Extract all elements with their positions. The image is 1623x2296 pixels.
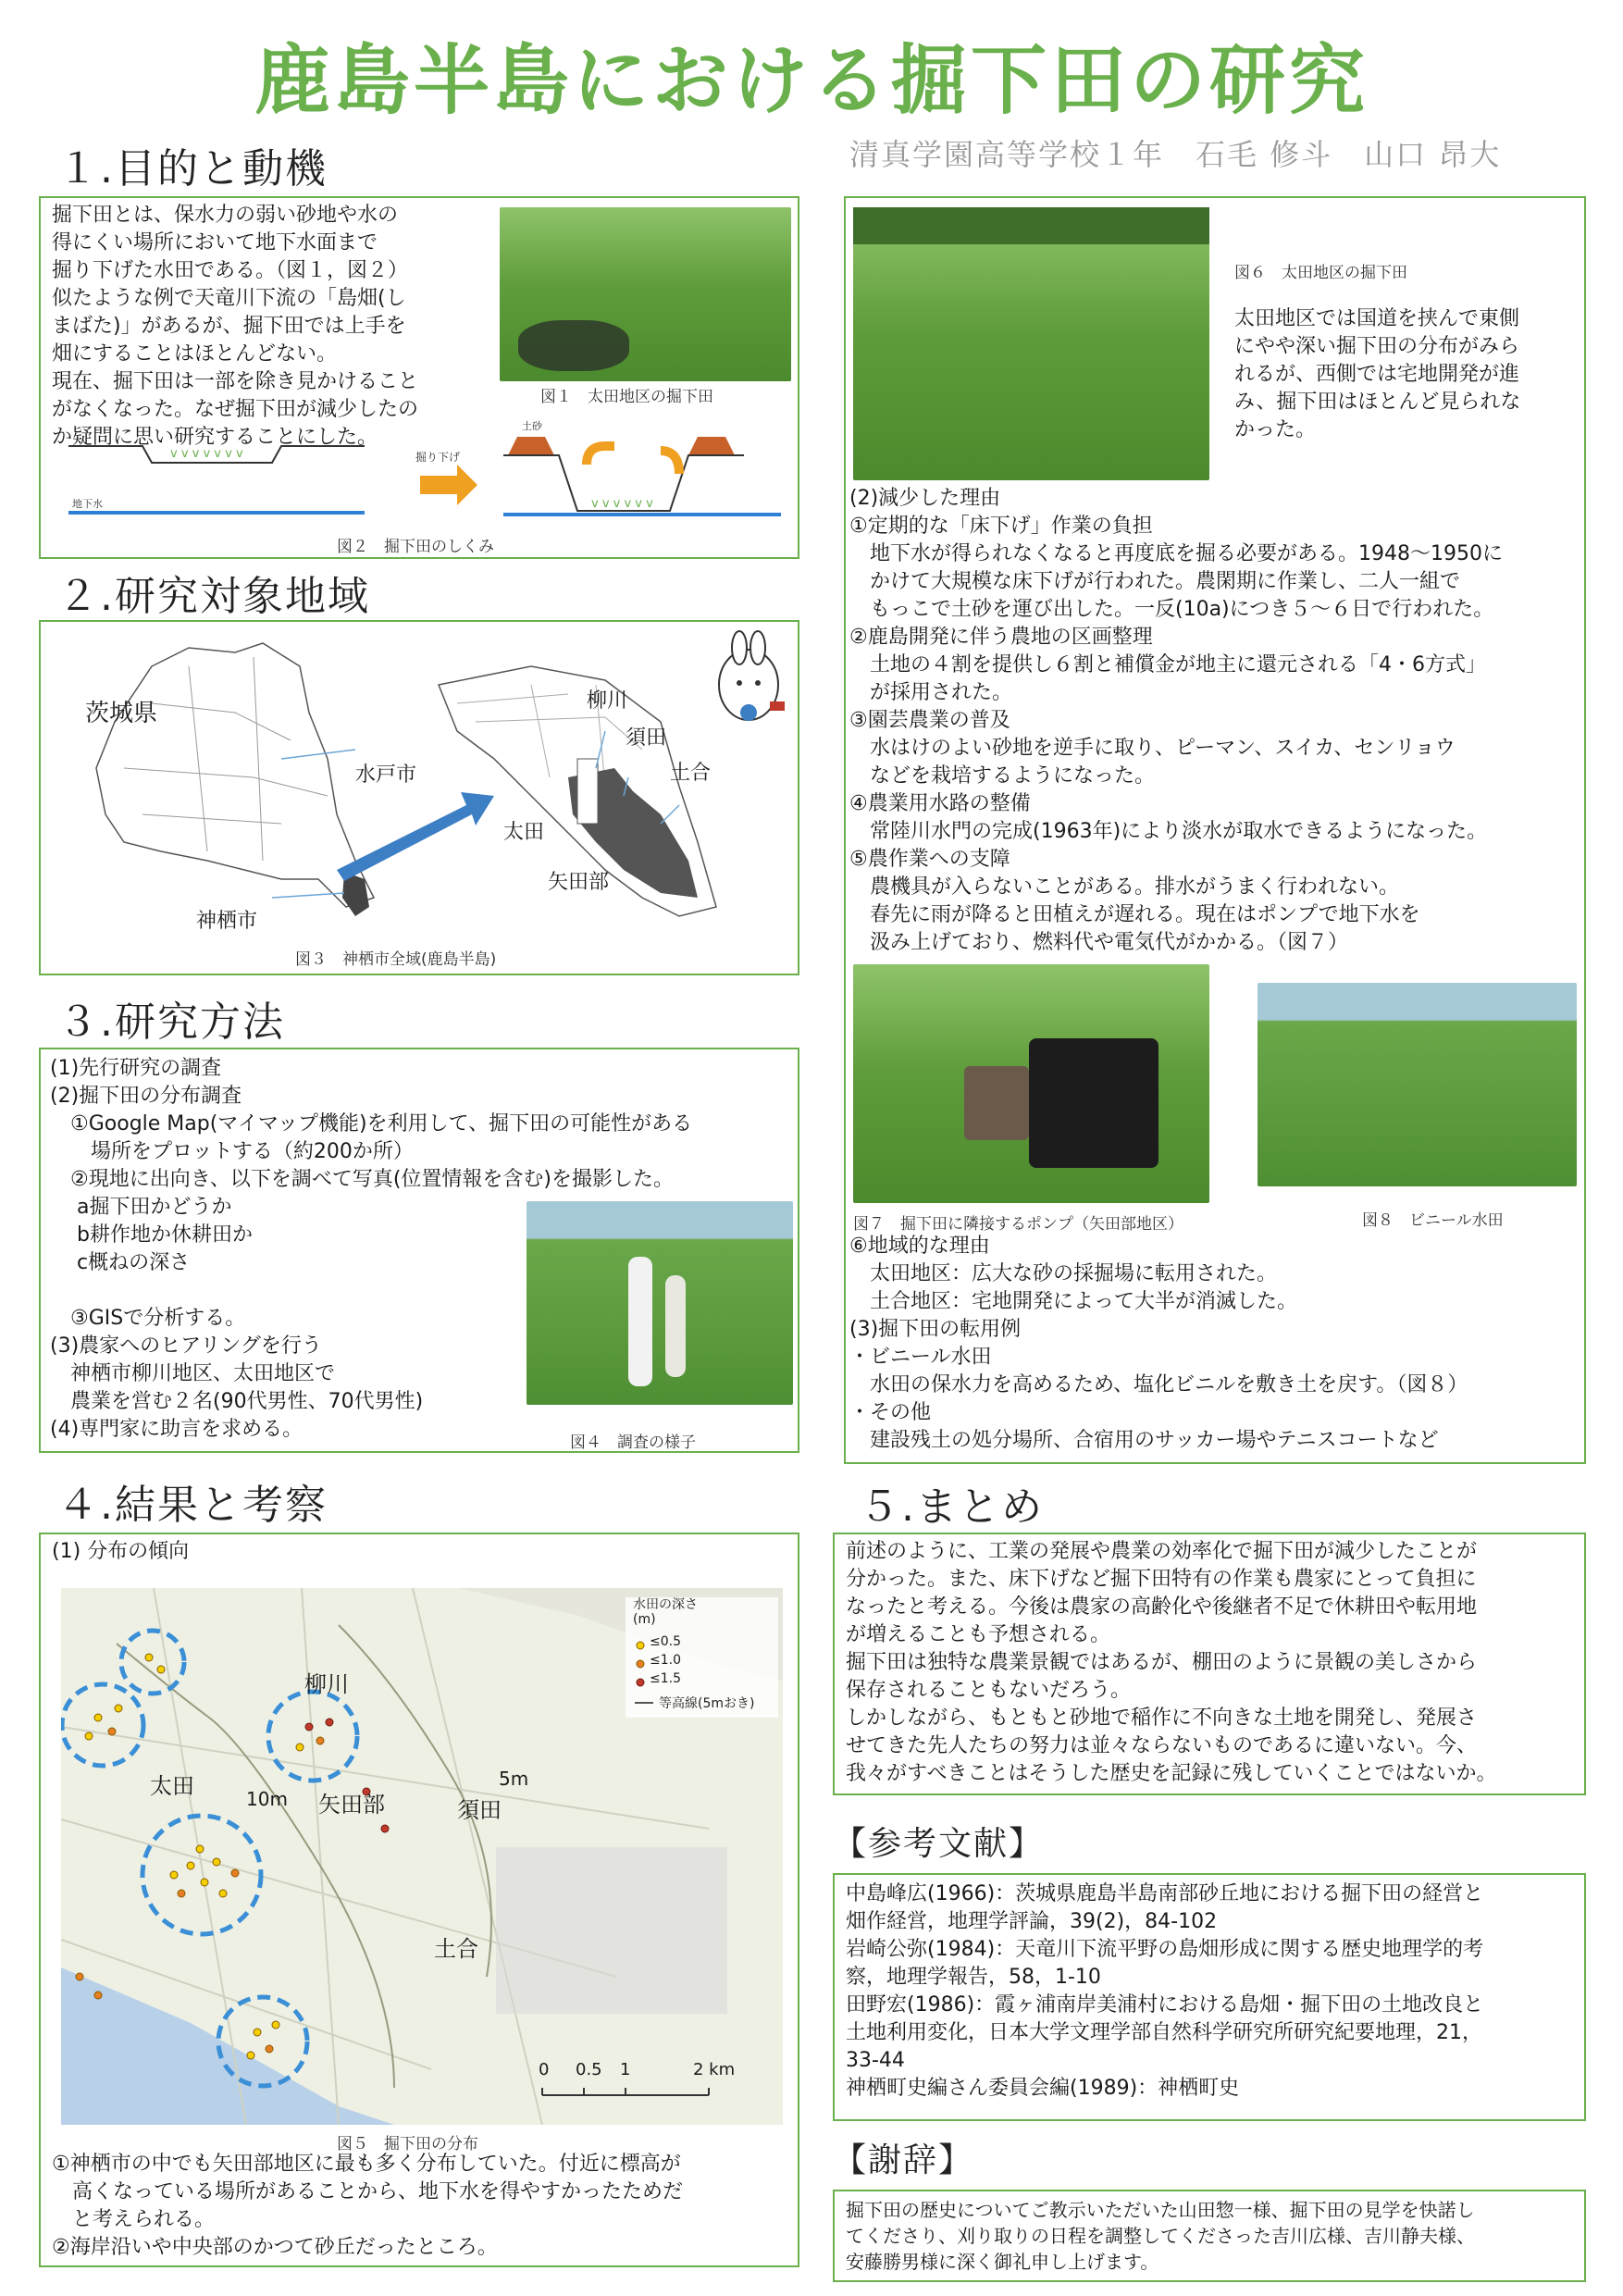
- fig1-photo: [500, 207, 791, 381]
- arrow-right-icon: [420, 465, 477, 505]
- legend-item-1: ≤0.5: [650, 1634, 681, 1649]
- label-ibaraki: 茨城県: [85, 700, 158, 727]
- section4-box: [39, 1533, 799, 2267]
- section2-heading: ２.研究対象地域: [57, 573, 370, 620]
- reasons-text: (2)減少した理由 ①定期的な「床下げ」作業の負担 地下水が得られなくなると再度底を掘る必要がある。1948〜1950に かけて大規模な床下げが行われた。農閑期に作業し、二人一組で もっこで土砂を運び出した。一反(10a)につき５〜６日で行われた。 ②鹿島開発に伴う農地の区画整理 土地の４割を提供し６割と補償金が地主に還元される「4・6方式」 が採用された。 ③園芸農業の普及 水はけのよい砂地を逆手に取り、ピーマン、スイカ、センリョウ などを栽培するようになった。 ④農業用水路の整備 常陸川水門の完成(1963年)により淡水が取水できるようになった。 ⑤農作業への支障 農機具が入らないことがある。排水がうまく行われない。 春先に雨が降ると田植えが遅れる。現在はポンプで地下水を 汲み上げており、燃料代や電気代がかかる。（図７）: [849, 487, 1503, 954]
- fig2-caption: 図２ 掘下田のしくみ: [337, 538, 494, 556]
- arrow-icon: [337, 792, 494, 881]
- section4-text: ①神栖市の中でも矢田部地区に最も多く分布していた。付近に標高が 高くなっている場所があることから、地下水を得やすかったためだ と考えられる。 ②海岸沿いや中央部のかつて砂丘だったところ。: [52, 2153, 684, 2259]
- label-suda: 須田: [626, 726, 667, 750]
- map-label-yatabe: 矢田部: [318, 1792, 385, 1818]
- fig6-caption: 図６ 太田地区の掘下田: [1234, 264, 1407, 282]
- more-text: ⑥地域的な理由 太田地区：広大な砂の採掘場に転用された。 土合地区：宅地開発によって大半が消滅した。 (3)掘下田の転用例 ・ビニール水田 水田の保水力を高めるため、塩化ビニルを敷き土を戻す。（図８） ・その他 建設残土の処分場所、合宿用のサッカー場やテニスコートなど: [849, 1235, 1468, 1452]
- section1-text: 掘下田とは、保水力の弱い砂地や水の 得にくい場所において地下水面まで 掘り下げた水田である。（図１，図２） 似たような例で天竜川下流の「島畑(し まばた)」があるが、掘下田では上手を 畑にすることはほとんどない。 現在、掘下田は一部を除き見かけること がなくなった。なぜ掘下田が減少したの か疑問に思い研究することにした。: [52, 204, 419, 449]
- section4-heading: ４.結果と考察: [57, 1482, 328, 1529]
- fig3-map: [50, 629, 790, 944]
- fig3-caption: 図３ 神栖市全域(鹿島半島): [295, 950, 497, 969]
- fig6-photo: [853, 207, 1209, 480]
- section5-box: [833, 1533, 1586, 1795]
- thanks-box: [833, 2190, 1586, 2282]
- poster-title: 鹿島半島における掘下田の研究: [254, 37, 1369, 125]
- fig2-before: [68, 446, 365, 513]
- fig8-caption: 図８ ビニール水田: [1362, 1211, 1504, 1230]
- mascot-icon: [719, 631, 785, 721]
- fig7-photo: [853, 964, 1209, 1203]
- section3-text: (1)先行研究の調査 (2)掘下田の分布調査 ①Google Map(マイマップ機能)を利用して、掘下田の可能性がある 場所をプロットする（約200か所） ②現地に出向き、以下を調べて写真(位置情報を含む)を撮影した。 a掘下田かどうか b耕作地か休耕田か c概ねの深さ ③GISで分析する。 (3)農家へのヒアリングを行う 神栖市柳川地区、太田地区で 農業を営む２名(90代男性、70代男性) (4)専門家に助言を求める。: [50, 1057, 693, 1441]
- section3-box: [39, 1048, 799, 1453]
- map-label-suda: 須田: [457, 1797, 502, 1823]
- section1-heading: １.目的と動機: [57, 145, 328, 192]
- fig4-caption: 図４ 調査の様子: [570, 1433, 696, 1452]
- label-tsuchiai: 土合: [670, 762, 712, 785]
- section3-heading: ３.研究方法: [57, 999, 285, 1046]
- legend-title: 水田の深さ (m): [633, 1597, 698, 1627]
- map-label-yanagawa: 柳川: [304, 1671, 349, 1697]
- svg-text:v v v v v v: v v v v v v: [591, 497, 653, 511]
- section5-heading: ５.まとめ: [859, 1483, 1044, 1531]
- label-mito: 水戸市: [355, 763, 417, 787]
- scale-label-0: 0: [539, 2060, 550, 2079]
- fig5-caption: 図５ 掘下田の分布: [337, 2135, 478, 2153]
- map-label-10m: 10m: [246, 1788, 288, 1810]
- fig8-photo: [1258, 983, 1577, 1186]
- section1-box: [39, 196, 799, 559]
- ibaraki-outline: [96, 643, 374, 907]
- fig2-dig-label: 掘り下げ: [415, 451, 461, 464]
- authors: 清真学園高等学校１年 石毛 修斗 山口 昂大: [849, 137, 1502, 172]
- legend-item-2: ≤1.0: [650, 1653, 681, 1668]
- fig5-map: [61, 1588, 783, 2125]
- fig6-text: 太田地区では国道を挟んで東側 にやや深い掘下田の分布がみら れるが、西側では宅地開発が進 み、掘下田はほとんど見られな かった。: [1234, 307, 1521, 441]
- fig4-photo: [527, 1201, 793, 1405]
- map-label-5m: 5m: [499, 1768, 529, 1790]
- fig2-after: [503, 419, 781, 515]
- map-label-ota: 太田: [150, 1773, 194, 1799]
- thanks-heading: 【謝辞】: [833, 2141, 974, 2179]
- curve-arrow-icon: [587, 446, 614, 465]
- legend-contour: 等高線(5mおき): [659, 1696, 755, 1711]
- scale-label-1: 1: [620, 2060, 631, 2079]
- fig2-sand-label: 土砂: [522, 420, 542, 432]
- label-kamisu: 神栖市: [196, 910, 258, 933]
- references-box: [833, 1873, 1586, 2121]
- map-label-tsuchiai: 土合: [434, 1936, 478, 1962]
- legend-item-3: ≤1.5: [650, 1671, 681, 1686]
- results-box: [844, 196, 1586, 1464]
- section5-text: 前述のように、工業の発展や農業の効率化で掘下田が減少したことが 分かった。また、床下げなど掘下田特有の作業も農家にとって負担に なったと考える。今後は農家の高齢化や後継者不足で休耕田や転用地 が増えることも予想される。 掘下田は独特な農業景観ではあるが、棚田のように景観の美しさから 保存されることもないだろう。 しかしながら、もともと砂地で稲作に不向きな土地を開発し、発展さ せてきた先人たちの努力は並々ならないものであるに違いない。今、 我々がすべきことはそうした歴史を記録に残していくことではないか。: [846, 1540, 1497, 1785]
- fig1-caption: 図１ 太田地区の掘下田: [540, 388, 713, 406]
- label-yatabe: 矢田部: [548, 871, 610, 894]
- references-heading: 【参考文献】: [833, 1825, 1045, 1863]
- label-yanagawa: 柳川: [587, 689, 628, 713]
- fig2-water-label: 地下水: [72, 498, 103, 510]
- svg-text:v v v v v v v: v v v v v v v: [170, 447, 243, 461]
- references-text: 中島峰広(1966)：茨城県鹿島半島南部砂丘地における掘下田の経営と 畑作経営，地理学評論，39(2)，84-102 岩崎公弥(1984)：天竜川下流平野の島畑形成に関する歴史地理学的考 察，地理学報告，58，1-10 田野宏(1986)：霞ヶ浦南岸美浦村における島畑・掘下田の土地改良と 土地利用変化，日本大学文理学部自然科学研究所研究紀要地理，21， 33-44 神栖町史編さん委員会編(1989)：神栖町史: [846, 1882, 1484, 2100]
- scale-label-2km: 2 km: [693, 2060, 736, 2079]
- fig2-diagram: [59, 409, 781, 529]
- section2-box: [39, 620, 799, 975]
- section4-subheading: (1) 分布の傾向: [52, 1540, 190, 1563]
- label-ota: 太田: [503, 821, 545, 844]
- curve-arrow-icon: [661, 451, 679, 474]
- scale-label-05: 0.5: [576, 2060, 602, 2079]
- fig7-caption: 図７ 掘下田に隣接するポンプ（矢田部地区）: [853, 1215, 1183, 1234]
- thanks-text: 掘下田の歴史についてご教示いただいた山田惣一様、掘下田の見学を快諾し てくださり、刈り取りの日程を調整してくださった吉川広様、吉川静夫様、 安藤勝男様に深く御礼申し上げます。: [846, 2199, 1475, 2273]
